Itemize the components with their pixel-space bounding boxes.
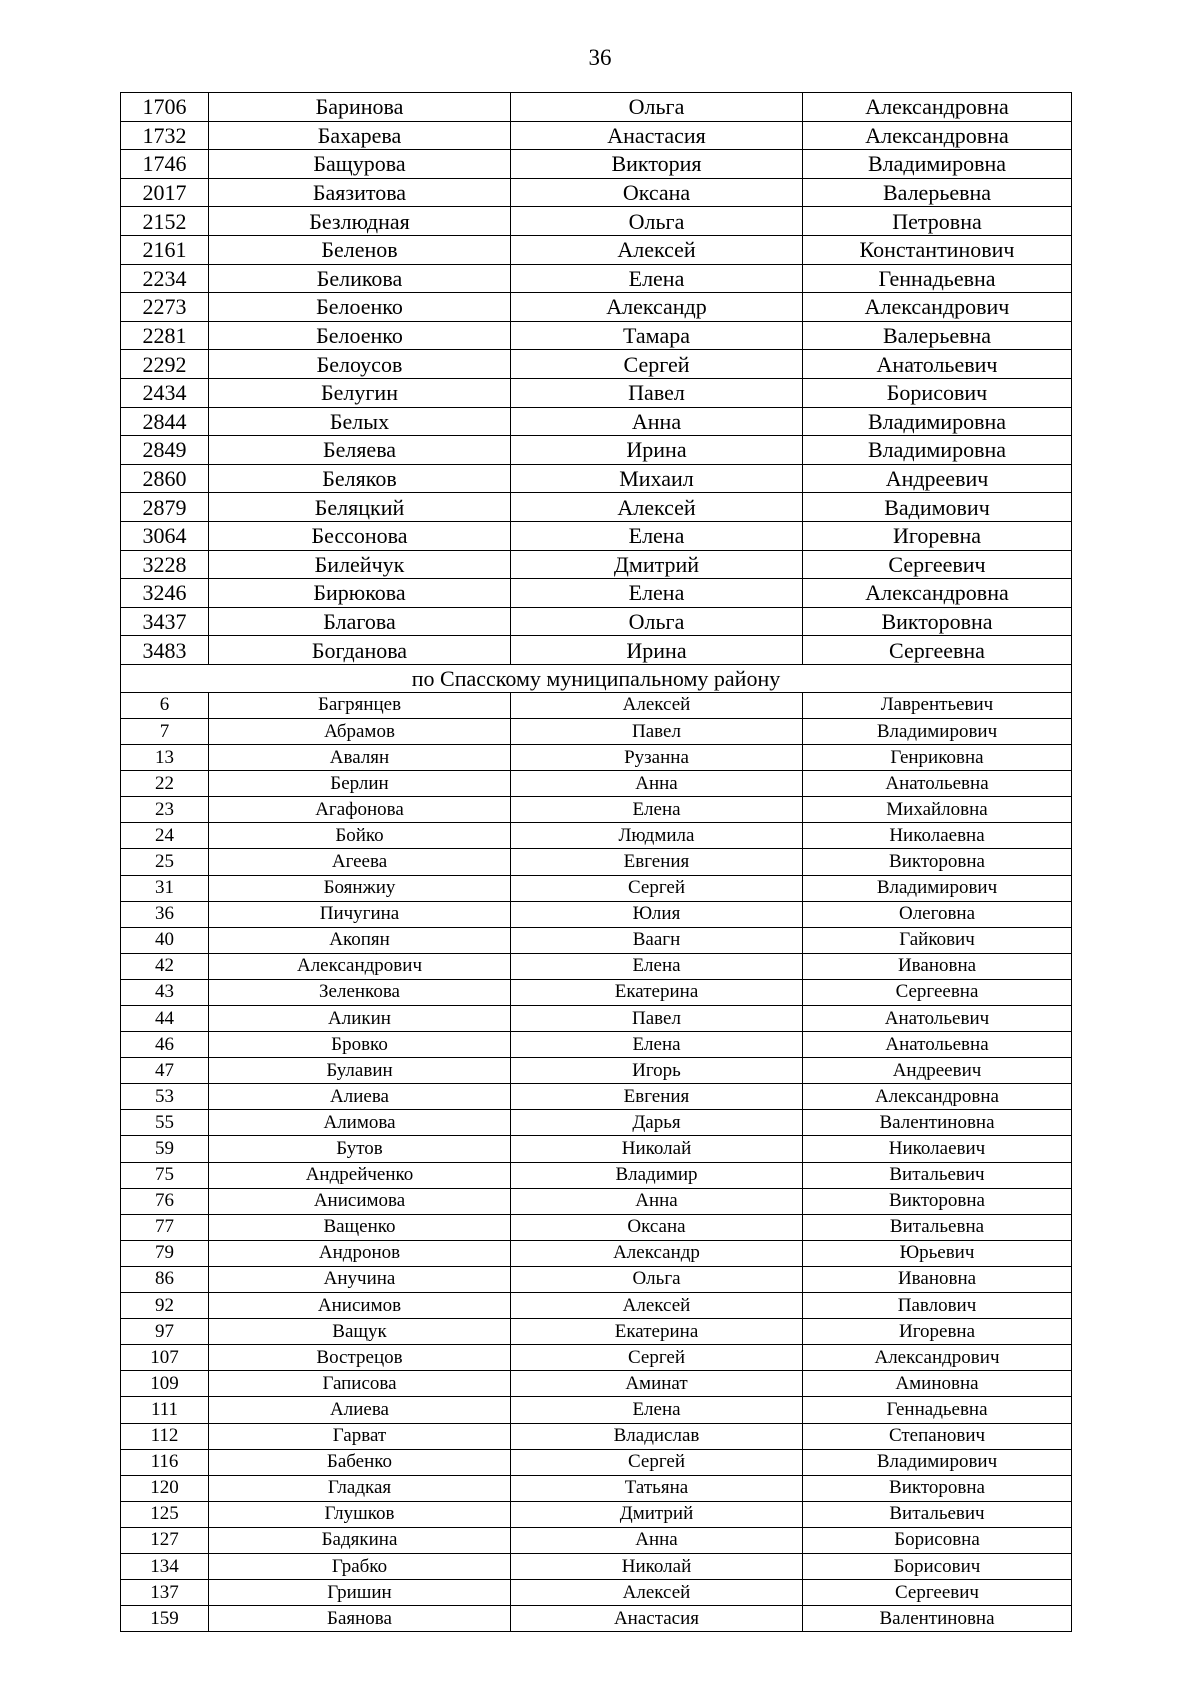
first-name-cell: Анна bbox=[511, 407, 803, 436]
last-name-cell: Акопян bbox=[209, 927, 511, 953]
last-name-cell: Баянова bbox=[209, 1606, 511, 1632]
first-name-cell: Сергей bbox=[511, 1345, 803, 1371]
record-number-cell: 46 bbox=[121, 1032, 209, 1058]
patronymic-cell: Валерьевна bbox=[803, 321, 1072, 350]
patronymic-cell: Владимировна bbox=[803, 436, 1072, 465]
last-name-cell: Беленов bbox=[209, 235, 511, 264]
table-row bbox=[121, 1580, 1072, 1606]
last-name-cell: Анисимова bbox=[209, 1188, 511, 1214]
record-number-cell: 134 bbox=[121, 1553, 209, 1579]
table-row bbox=[121, 1214, 1072, 1240]
last-name-cell: Бащурова bbox=[209, 150, 511, 179]
last-name-cell: Бахарева bbox=[209, 121, 511, 150]
record-number-cell: 2292 bbox=[121, 350, 209, 379]
last-name-cell: Булавин bbox=[209, 1058, 511, 1084]
table-row bbox=[121, 797, 1072, 823]
patronymic-cell: Викторовна bbox=[803, 1475, 1072, 1501]
record-number-cell: 2161 bbox=[121, 235, 209, 264]
last-name-cell: Белоенко bbox=[209, 321, 511, 350]
table-row bbox=[121, 1606, 1072, 1632]
table-row bbox=[121, 235, 1072, 264]
patronymic-cell: Вадимович bbox=[803, 493, 1072, 522]
first-name-cell: Татьяна bbox=[511, 1475, 803, 1501]
record-number-cell: 23 bbox=[121, 797, 209, 823]
record-number-cell: 53 bbox=[121, 1084, 209, 1110]
last-name-cell: Беляева bbox=[209, 436, 511, 465]
first-name-cell: Людмила bbox=[511, 823, 803, 849]
first-name-cell: Сергей bbox=[511, 875, 803, 901]
last-name-cell: Аликин bbox=[209, 1006, 511, 1032]
patronymic-cell: Александрович bbox=[803, 1345, 1072, 1371]
first-name-cell: Владимир bbox=[511, 1162, 803, 1188]
table-row bbox=[121, 979, 1072, 1005]
last-name-cell: Ващук bbox=[209, 1319, 511, 1345]
last-name-cell: Баязитова bbox=[209, 178, 511, 207]
first-name-cell: Дарья bbox=[511, 1110, 803, 1136]
last-name-cell: Гарват bbox=[209, 1423, 511, 1449]
patronymic-cell: Гайкович bbox=[803, 927, 1072, 953]
patronymic-cell: Анатольевна bbox=[803, 771, 1072, 797]
patronymic-cell: Олеговна bbox=[803, 901, 1072, 927]
last-name-cell: Бабенко bbox=[209, 1449, 511, 1475]
record-number-cell: 55 bbox=[121, 1110, 209, 1136]
record-number-cell: 159 bbox=[121, 1606, 209, 1632]
first-name-cell: Сергей bbox=[511, 350, 803, 379]
patronymic-cell: Александровна bbox=[803, 579, 1072, 608]
first-name-cell: Михаил bbox=[511, 464, 803, 493]
patronymic-cell: Владимирович bbox=[803, 718, 1072, 744]
patronymic-cell: Витальевич bbox=[803, 1501, 1072, 1527]
first-name-cell: Екатерина bbox=[511, 1319, 803, 1345]
first-name-cell: Павел bbox=[511, 378, 803, 407]
first-name-cell: Елена bbox=[511, 521, 803, 550]
record-number-cell: 2281 bbox=[121, 321, 209, 350]
first-name-cell: Анна bbox=[511, 771, 803, 797]
record-number-cell: 79 bbox=[121, 1240, 209, 1266]
first-name-cell: Алексей bbox=[511, 1580, 803, 1606]
first-name-cell: Елена bbox=[511, 797, 803, 823]
table-row bbox=[121, 378, 1072, 407]
record-number-cell: 3483 bbox=[121, 636, 209, 665]
patronymic-cell: Владимирович bbox=[803, 1449, 1072, 1475]
first-name-cell: Николай bbox=[511, 1136, 803, 1162]
last-name-cell: Андрейченко bbox=[209, 1162, 511, 1188]
table-row bbox=[121, 771, 1072, 797]
last-name-cell: Бессонова bbox=[209, 521, 511, 550]
table-row bbox=[121, 1345, 1072, 1371]
patronymic-cell: Игоревна bbox=[803, 1319, 1072, 1345]
last-name-cell: Анисимов bbox=[209, 1293, 511, 1319]
table-row bbox=[121, 1553, 1072, 1579]
patronymic-cell: Витальевич bbox=[803, 1162, 1072, 1188]
patronymic-cell: Ивановна bbox=[803, 953, 1072, 979]
record-number-cell: 3246 bbox=[121, 579, 209, 608]
last-name-cell: Белоусов bbox=[209, 350, 511, 379]
table-row bbox=[121, 1423, 1072, 1449]
table-row bbox=[121, 1136, 1072, 1162]
record-number-cell: 120 bbox=[121, 1475, 209, 1501]
first-name-cell: Елена bbox=[511, 1032, 803, 1058]
patronymic-cell: Анатольевич bbox=[803, 1006, 1072, 1032]
patronymic-cell: Викторовна bbox=[803, 1188, 1072, 1214]
last-name-cell: Бирюкова bbox=[209, 579, 511, 608]
registry-table-body bbox=[121, 93, 1072, 1632]
patronymic-cell: Николаевна bbox=[803, 823, 1072, 849]
table-row bbox=[121, 1397, 1072, 1423]
last-name-cell: Белугин bbox=[209, 378, 511, 407]
first-name-cell: Павел bbox=[511, 718, 803, 744]
table-row bbox=[121, 150, 1072, 179]
first-name-cell: Алексей bbox=[511, 1293, 803, 1319]
table-row bbox=[121, 1266, 1072, 1292]
first-name-cell: Евгения bbox=[511, 849, 803, 875]
first-name-cell: Юлия bbox=[511, 901, 803, 927]
table-row bbox=[121, 1240, 1072, 1266]
last-name-cell: Анучина bbox=[209, 1266, 511, 1292]
record-number-cell: 2844 bbox=[121, 407, 209, 436]
patronymic-cell: Анатольевна bbox=[803, 1032, 1072, 1058]
table-row bbox=[121, 636, 1072, 665]
table-row bbox=[121, 293, 1072, 322]
patronymic-cell: Геннадьевна bbox=[803, 1397, 1072, 1423]
record-number-cell: 25 bbox=[121, 849, 209, 875]
page-number: 36 bbox=[588, 45, 612, 70]
last-name-cell: Алиева bbox=[209, 1397, 511, 1423]
last-name-cell: Гладкая bbox=[209, 1475, 511, 1501]
first-name-cell: Ольга bbox=[511, 93, 803, 122]
last-name-cell: Берлин bbox=[209, 771, 511, 797]
first-name-cell: Елена bbox=[511, 953, 803, 979]
record-number-cell: 2434 bbox=[121, 378, 209, 407]
table-row bbox=[121, 207, 1072, 236]
record-number-cell: 76 bbox=[121, 1188, 209, 1214]
record-number-cell: 31 bbox=[121, 875, 209, 901]
patronymic-cell: Борисович bbox=[803, 378, 1072, 407]
first-name-cell: Ирина bbox=[511, 436, 803, 465]
table-row bbox=[121, 521, 1072, 550]
last-name-cell: Глушков bbox=[209, 1501, 511, 1527]
last-name-cell: Гришин bbox=[209, 1580, 511, 1606]
last-name-cell: Пичугина bbox=[209, 901, 511, 927]
patronymic-cell: Владимирович bbox=[803, 875, 1072, 901]
patronymic-cell: Игоревна bbox=[803, 521, 1072, 550]
table-row bbox=[121, 579, 1072, 608]
patronymic-cell: Сергеевич bbox=[803, 1580, 1072, 1606]
patronymic-cell: Петровна bbox=[803, 207, 1072, 236]
table-row bbox=[121, 1501, 1072, 1527]
first-name-cell: Ольга bbox=[511, 1266, 803, 1292]
record-number-cell: 86 bbox=[121, 1266, 209, 1292]
record-number-cell: 116 bbox=[121, 1449, 209, 1475]
first-name-cell: Виктория bbox=[511, 150, 803, 179]
record-number-cell: 137 bbox=[121, 1580, 209, 1606]
first-name-cell: Дмитрий bbox=[511, 1501, 803, 1527]
patronymic-cell: Витальевна bbox=[803, 1214, 1072, 1240]
table-row bbox=[121, 1449, 1072, 1475]
last-name-cell: Андронов bbox=[209, 1240, 511, 1266]
table-row bbox=[121, 849, 1072, 875]
patronymic-cell: Борисовна bbox=[803, 1527, 1072, 1553]
last-name-cell: Абрамов bbox=[209, 718, 511, 744]
last-name-cell: Зеленкова bbox=[209, 979, 511, 1005]
record-number-cell: 2879 bbox=[121, 493, 209, 522]
patronymic-cell: Михайловна bbox=[803, 797, 1072, 823]
last-name-cell: Алимова bbox=[209, 1110, 511, 1136]
patronymic-cell: Сергеевна bbox=[803, 636, 1072, 665]
first-name-cell: Алексей bbox=[511, 235, 803, 264]
patronymic-cell: Валентиновна bbox=[803, 1606, 1072, 1632]
section-heading: по Спасскому муниципальному району bbox=[121, 664, 1072, 692]
record-number-cell: 6 bbox=[121, 692, 209, 718]
first-name-cell: Алексей bbox=[511, 493, 803, 522]
last-name-cell: Бадякина bbox=[209, 1527, 511, 1553]
last-name-cell: Баринова bbox=[209, 93, 511, 122]
record-number-cell: 97 bbox=[121, 1319, 209, 1345]
record-number-cell: 2860 bbox=[121, 464, 209, 493]
last-name-cell: Гаписова bbox=[209, 1371, 511, 1397]
patronymic-cell: Андреевич bbox=[803, 464, 1072, 493]
table-row bbox=[121, 1162, 1072, 1188]
table-row bbox=[121, 1188, 1072, 1214]
table-row bbox=[121, 692, 1072, 718]
first-name-cell: Рузанна bbox=[511, 745, 803, 771]
record-number-cell: 44 bbox=[121, 1006, 209, 1032]
record-number-cell: 40 bbox=[121, 927, 209, 953]
last-name-cell: Благова bbox=[209, 607, 511, 636]
patronymic-cell: Степанович bbox=[803, 1423, 1072, 1449]
last-name-cell: Бровко bbox=[209, 1032, 511, 1058]
table-row bbox=[121, 550, 1072, 579]
last-name-cell: Белых bbox=[209, 407, 511, 436]
record-number-cell: 2849 bbox=[121, 436, 209, 465]
table-row bbox=[121, 875, 1072, 901]
last-name-cell: Александрович bbox=[209, 953, 511, 979]
first-name-cell: Тамара bbox=[511, 321, 803, 350]
record-number-cell: 3437 bbox=[121, 607, 209, 636]
record-number-cell: 36 bbox=[121, 901, 209, 927]
first-name-cell: Екатерина bbox=[511, 979, 803, 1005]
first-name-cell: Аминат bbox=[511, 1371, 803, 1397]
record-number-cell: 7 bbox=[121, 718, 209, 744]
first-name-cell: Ваагн bbox=[511, 927, 803, 953]
record-number-cell: 42 bbox=[121, 953, 209, 979]
record-number-cell: 43 bbox=[121, 979, 209, 1005]
first-name-cell: Елена bbox=[511, 264, 803, 293]
patronymic-cell: Генриковна bbox=[803, 745, 1072, 771]
patronymic-cell: Константинович bbox=[803, 235, 1072, 264]
table-row bbox=[121, 718, 1072, 744]
record-number-cell: 2152 bbox=[121, 207, 209, 236]
table-row bbox=[121, 321, 1072, 350]
last-name-cell: Беликова bbox=[209, 264, 511, 293]
record-number-cell: 22 bbox=[121, 771, 209, 797]
last-name-cell: Агеева bbox=[209, 849, 511, 875]
first-name-cell: Александр bbox=[511, 293, 803, 322]
record-number-cell: 2234 bbox=[121, 264, 209, 293]
first-name-cell: Сергей bbox=[511, 1449, 803, 1475]
last-name-cell: Беляцкий bbox=[209, 493, 511, 522]
record-number-cell: 59 bbox=[121, 1136, 209, 1162]
record-number-cell: 127 bbox=[121, 1527, 209, 1553]
record-number-cell: 3064 bbox=[121, 521, 209, 550]
table-row bbox=[121, 1032, 1072, 1058]
record-number-cell: 13 bbox=[121, 745, 209, 771]
first-name-cell: Анастасия bbox=[511, 121, 803, 150]
last-name-cell: Авалян bbox=[209, 745, 511, 771]
record-number-cell: 109 bbox=[121, 1371, 209, 1397]
table-row bbox=[121, 823, 1072, 849]
table-row bbox=[121, 121, 1072, 150]
first-name-cell: Алексей bbox=[511, 692, 803, 718]
table-row bbox=[121, 493, 1072, 522]
record-number-cell: 77 bbox=[121, 1214, 209, 1240]
last-name-cell: Вострецов bbox=[209, 1345, 511, 1371]
record-number-cell: 125 bbox=[121, 1501, 209, 1527]
first-name-cell: Анна bbox=[511, 1188, 803, 1214]
record-number-cell: 1746 bbox=[121, 150, 209, 179]
record-number-cell: 92 bbox=[121, 1293, 209, 1319]
patronymic-cell: Валерьевна bbox=[803, 178, 1072, 207]
patronymic-cell: Павлович bbox=[803, 1293, 1072, 1319]
last-name-cell: Богданова bbox=[209, 636, 511, 665]
first-name-cell: Елена bbox=[511, 1397, 803, 1423]
last-name-cell: Билейчук bbox=[209, 550, 511, 579]
table-row bbox=[121, 264, 1072, 293]
patronymic-cell: Александровна bbox=[803, 1084, 1072, 1110]
patronymic-cell: Андреевич bbox=[803, 1058, 1072, 1084]
patronymic-cell: Викторовна bbox=[803, 849, 1072, 875]
first-name-cell: Игорь bbox=[511, 1058, 803, 1084]
patronymic-cell: Валентиновна bbox=[803, 1110, 1072, 1136]
patronymic-cell: Лаврентьевич bbox=[803, 692, 1072, 718]
table-row bbox=[121, 1319, 1072, 1345]
patronymic-cell: Владимировна bbox=[803, 150, 1072, 179]
first-name-cell: Ольга bbox=[511, 607, 803, 636]
first-name-cell: Елена bbox=[511, 579, 803, 608]
table-row bbox=[121, 953, 1072, 979]
last-name-cell: Алиева bbox=[209, 1084, 511, 1110]
table-row bbox=[121, 1110, 1072, 1136]
last-name-cell: Беляков bbox=[209, 464, 511, 493]
first-name-cell: Владислав bbox=[511, 1423, 803, 1449]
registry-table bbox=[120, 92, 1072, 1632]
table-row bbox=[121, 93, 1072, 122]
first-name-cell: Евгения bbox=[511, 1084, 803, 1110]
first-name-cell: Александр bbox=[511, 1240, 803, 1266]
patronymic-cell: Александровна bbox=[803, 93, 1072, 122]
first-name-cell: Дмитрий bbox=[511, 550, 803, 579]
patronymic-cell: Геннадьевна bbox=[803, 264, 1072, 293]
last-name-cell: Багрянцев bbox=[209, 692, 511, 718]
table-row bbox=[121, 745, 1072, 771]
record-number-cell: 75 bbox=[121, 1162, 209, 1188]
first-name-cell: Оксана bbox=[511, 1214, 803, 1240]
patronymic-cell: Борисович bbox=[803, 1553, 1072, 1579]
table-row bbox=[121, 607, 1072, 636]
record-number-cell: 107 bbox=[121, 1345, 209, 1371]
table-row bbox=[121, 1006, 1072, 1032]
last-name-cell: Ващенко bbox=[209, 1214, 511, 1240]
patronymic-cell: Владимировна bbox=[803, 407, 1072, 436]
last-name-cell: Бутов bbox=[209, 1136, 511, 1162]
record-number-cell: 111 bbox=[121, 1397, 209, 1423]
table-row bbox=[121, 350, 1072, 379]
table-row bbox=[121, 436, 1072, 465]
table-row bbox=[121, 464, 1072, 493]
record-number-cell: 2017 bbox=[121, 178, 209, 207]
record-number-cell: 3228 bbox=[121, 550, 209, 579]
first-name-cell: Оксана bbox=[511, 178, 803, 207]
section-heading-row bbox=[121, 664, 1072, 692]
last-name-cell: Белоенко bbox=[209, 293, 511, 322]
patronymic-cell: Александровна bbox=[803, 121, 1072, 150]
patronymic-cell: Юрьевич bbox=[803, 1240, 1072, 1266]
record-number-cell: 47 bbox=[121, 1058, 209, 1084]
first-name-cell: Николай bbox=[511, 1553, 803, 1579]
first-name-cell: Ольга bbox=[511, 207, 803, 236]
record-number-cell: 1732 bbox=[121, 121, 209, 150]
record-number-cell: 2273 bbox=[121, 293, 209, 322]
patronymic-cell: Сергеевич bbox=[803, 550, 1072, 579]
first-name-cell: Анастасия bbox=[511, 1606, 803, 1632]
table-row bbox=[121, 1475, 1072, 1501]
last-name-cell: Агафонова bbox=[209, 797, 511, 823]
patronymic-cell: Сергеевна bbox=[803, 979, 1072, 1005]
record-number-cell: 24 bbox=[121, 823, 209, 849]
table-row bbox=[121, 1527, 1072, 1553]
last-name-cell: Грабко bbox=[209, 1553, 511, 1579]
table-row bbox=[121, 1084, 1072, 1110]
first-name-cell: Анна bbox=[511, 1527, 803, 1553]
record-number-cell: 112 bbox=[121, 1423, 209, 1449]
patronymic-cell: Александрович bbox=[803, 293, 1072, 322]
patronymic-cell: Анатольевич bbox=[803, 350, 1072, 379]
table-row bbox=[121, 407, 1072, 436]
patronymic-cell: Николаевич bbox=[803, 1136, 1072, 1162]
last-name-cell: Бойко bbox=[209, 823, 511, 849]
table-row bbox=[121, 901, 1072, 927]
first-name-cell: Павел bbox=[511, 1006, 803, 1032]
table-row bbox=[121, 1293, 1072, 1319]
patronymic-cell: Ивановна bbox=[803, 1266, 1072, 1292]
patronymic-cell: Викторовна bbox=[803, 607, 1072, 636]
table-row bbox=[121, 1371, 1072, 1397]
patronymic-cell: Аминовна bbox=[803, 1371, 1072, 1397]
first-name-cell: Ирина bbox=[511, 636, 803, 665]
record-number-cell: 1706 bbox=[121, 93, 209, 122]
last-name-cell: Боянжиу bbox=[209, 875, 511, 901]
last-name-cell: Безлюдная bbox=[209, 207, 511, 236]
table-row bbox=[121, 927, 1072, 953]
table-row bbox=[121, 178, 1072, 207]
table-row bbox=[121, 1058, 1072, 1084]
